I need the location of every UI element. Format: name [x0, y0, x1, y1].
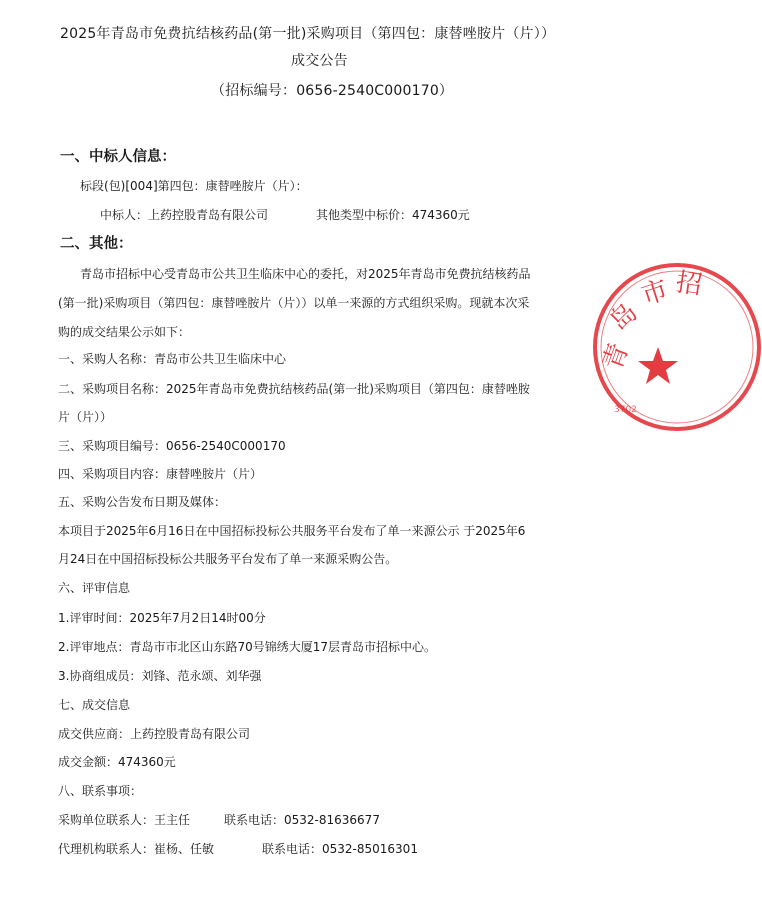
- seal-char-2: 岛: [604, 297, 644, 338]
- section-heading-winner: 一、中标人信息：: [60, 149, 176, 165]
- section-heading-other: 二、其他：: [60, 236, 133, 252]
- intro-line-1: 青岛市招标中心受青岛市公共卫生临床中心的委托，对2025年青岛市免费抗结核药品: [80, 267, 531, 281]
- seal-char-1: 青: [597, 339, 635, 374]
- seal-char-4: 招: [674, 267, 704, 301]
- project-name-line-1: 二、采购项目名称：2025年青岛市免费抗结核药品(第一批)采购项目（第四包：康替唑胺: [58, 382, 530, 396]
- publish-line-1: 本项目于2025年6月16日在中国招标投标公共服务平台发布了单一来源公示 于2025年6: [58, 524, 526, 538]
- agent-phone: 联系电话：0532-85016301: [262, 842, 418, 856]
- lot-line: 标段(包)[004]第四包：康替唑胺片（片）：: [80, 179, 308, 193]
- purchaser-name: 一、采购人名称：青岛市公共卫生临床中心: [58, 352, 287, 366]
- agent-contact: 代理机构联系人：崔杨、任敏: [58, 842, 215, 856]
- review-place: 2.评审地点：青岛市市北区山东路70号锦绣大厦17层青岛市招标中心。: [58, 640, 436, 654]
- intro-line-2: (第一批)采购项目（第四包：康替唑胺片（片））以单一来源的方式组织采购。现就本次采: [58, 296, 530, 310]
- winner-name: 中标人：上药控股青岛有限公司: [100, 208, 269, 222]
- publish-title: 五、采购公告发布日期及媒体：: [58, 495, 227, 509]
- review-title: 六、评审信息: [58, 581, 131, 595]
- buyer-phone: 联系电话：0532-81636677: [224, 813, 380, 827]
- deal-amount: 成交金额：474360元: [58, 755, 176, 769]
- publish-line-2: 月24日在中国招标投标公共服务平台发布了单一来源采购公告。: [58, 552, 398, 566]
- seal-code: 3702: [614, 405, 637, 415]
- project-number: 三、采购项目编号：0656-2540C000170: [58, 439, 286, 453]
- intro-line-3: 购的成交结果公示如下：: [58, 325, 191, 339]
- contact-title: 八、联系事项：: [58, 784, 143, 798]
- deal-title: 七、成交信息: [58, 698, 131, 712]
- project-name-line-2: 片（片））: [58, 410, 113, 424]
- project-content: 四、采购项目内容：康替唑胺片（片）: [58, 467, 263, 481]
- buyer-contact: 采购单位联系人：王主任: [58, 813, 191, 827]
- review-time: 1.评审时间：2025年7月2日14时00分: [58, 611, 266, 625]
- winner-price: 其他类型中标价：474360元: [316, 208, 470, 222]
- deal-supplier: 成交供应商：上药控股青岛有限公司: [58, 727, 251, 741]
- official-seal: [592, 262, 762, 432]
- title-line-2: 成交公告: [291, 53, 348, 69]
- title-line-1: 2025年青岛市免费抗结核药品(第一批)采购项目（第四包：康替唑胺片（片））: [60, 26, 556, 42]
- review-members: 3.协商组成员：刘锋、范永颂、刘华强: [58, 669, 262, 683]
- title-line-3: （招标编号：0656-2540C000170）: [211, 83, 454, 99]
- seal-char-3: 市: [637, 274, 672, 312]
